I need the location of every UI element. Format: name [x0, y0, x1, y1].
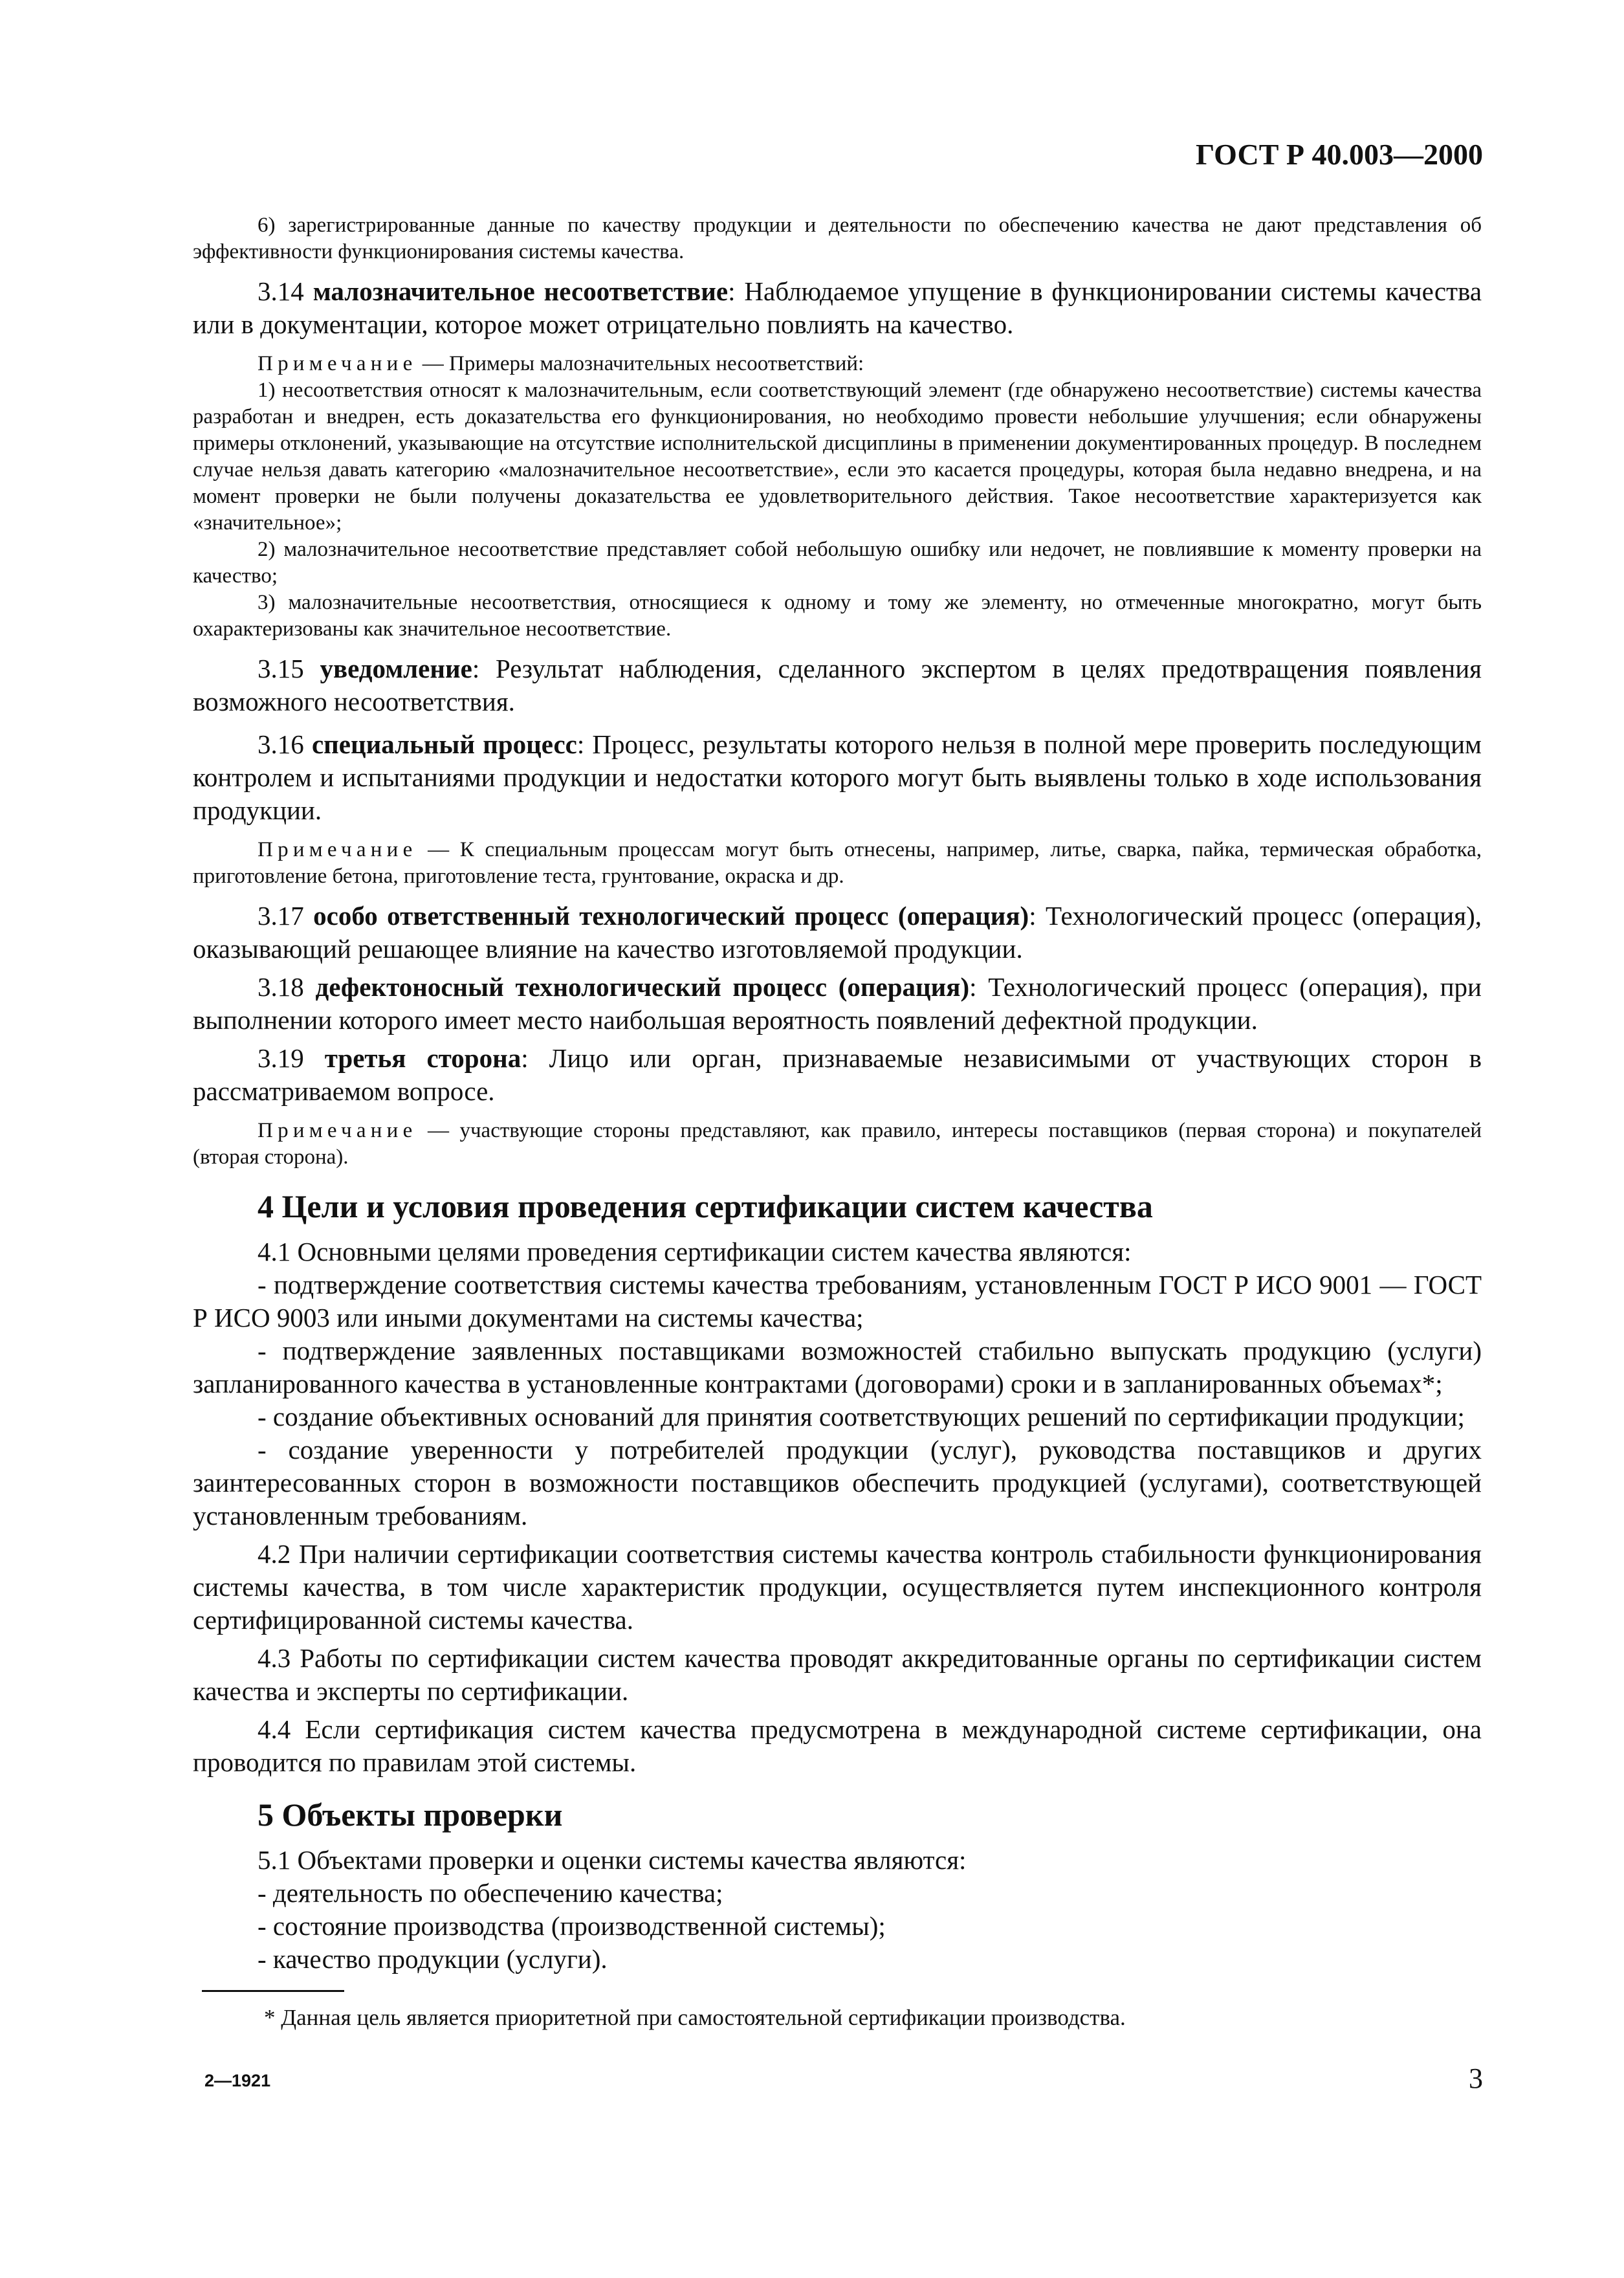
note-label: Примечание	[258, 352, 417, 375]
note-label: Примечание	[258, 1119, 417, 1142]
clause-3-18: 3.18 дефектоносный технологический процесс (операция): Технологический процесс (операция), при выполнении которого имеет место наибольшая вероятность появлений дефектной продукции.	[193, 972, 1482, 1035]
list-item: - подтверждение заявленных поставщиками возможностей стабильно выпускать продукцию (услуги) запланированного качества в установленные контрактами (договорами) сроки и в запланированных объемах*;	[193, 1336, 1482, 1399]
clause-3-15: 3.15 уведомление: Результат наблюдения, сделанного экспертом в целях предотвращения появления возможного несоответствия.	[193, 654, 1482, 716]
clause-3-14: 3.14 малозначительное несоответствие: Наблюдаемое упущение в функционировании системы качества или в документации, которое может отрицательно повлиять на качество.	[193, 276, 1482, 339]
list-item: - создание объективных оснований для принятия соответствующих решений по сертификации продукции;	[258, 1402, 1465, 1432]
list-item: - состояние производства (производственной системы);	[258, 1911, 886, 1941]
list-item: - деятельность по обеспечению качества;	[258, 1878, 723, 1908]
clause-3-19: 3.19 третья сторона: Лицо или орган, признаваемые независимыми от участвующих сторон в рассматриваемом вопросе.	[193, 1043, 1482, 1106]
list-item: - создание уверенности у потребителей продукции (услуг), руководства поставщиков и других заинтересованных сторон в возможности поставщиков обеспечить продукцией (услугами), соответствующей установленным требованиям.	[193, 1435, 1482, 1531]
term: третья сторона	[324, 1043, 521, 1073]
clause-4-2: 4.2 При наличии сертификации соответствия системы качества контроль стабильности функционирования системы качества, в том числе характеристик продукции, осуществляется путем инспекционного контроля сертифицированной системы качества.	[193, 1539, 1482, 1635]
term: уведомление	[320, 654, 472, 683]
clause-4-1: 4.1 Основными целями проведения сертификации систем качества являются:	[258, 1237, 1132, 1266]
clause-3-17: 3.17 особо ответственный технологический процесс (операция): Технологический процесс (операция), оказывающий решающее влияние на качество изготовляемой продукции.	[193, 901, 1482, 964]
note-item: 3) малозначительные несоответствия, относящиеся к одному и тому же элементу, но отмеченные многократно, могут быть охарактеризованы как значительное несоответствие.	[193, 591, 1482, 641]
note-item: 2) малозначительное несоответствие представляет собой небольшую ошибку или недочет, не повлиявшие к моменту проверки на качество;	[193, 538, 1482, 588]
footnote-divider	[202, 1990, 344, 1992]
document-code: ГОСТ Р 40.003—2000	[1196, 138, 1483, 171]
note-item: 1) несоответствия относят к малозначительным, если соответствующий элемент (где обнаружено несоответствие) системы качества разработан и внедрен, есть доказательства его функционирования, но необходимо провести небольшие улучшения; если обнаружены примеры отклонений, указывающие на отсутствие исполнительской дисциплины в применении документированных процедур. В последнем случае нельзя давать категорию «малозначительное несоответствие», если это касается процедуры, которая была недавно внедрена, и на момент проверки не были получены доказательства ее удовлетворительного действия. Такое несоответствие характеризуется как «значительное»;	[193, 379, 1482, 535]
list-item: 6) зарегистрированные данные по качеству продукции и деятельности по обеспечению качества не дают представления об эффективности функционирования системы качества.	[193, 214, 1482, 263]
note: Примечание — участвующие стороны представляют, как правило, интересы поставщиков (первая сторона) и покупателей (вторая сторона).	[193, 1119, 1482, 1169]
note: Примечание — К специальным процессам могут быть отнесены, например, литье, сварка, пайка, термическая обработка, приготовление бетона, приготовление теста, грунтование, окраска и др.	[193, 838, 1482, 888]
section-heading: 5 Объекты проверки	[258, 1797, 563, 1833]
clause-3-16: 3.16 специальный процесс: Процесс, результаты которого нельзя в полной мере проверить последующим контролем и испытаниями продукции и недостатки которого могут быть выявлены только в ходе использования продукции.	[193, 729, 1482, 825]
footnote: * Данная цель является приоритетной при самостоятельной сертификации производства.	[264, 2005, 1126, 2030]
list-item: - качество продукции (услуги).	[258, 1944, 608, 1974]
print-code: 2—1921	[204, 2071, 271, 2090]
clause-4-4: 4.4 Если сертификация систем качества предусмотрена в международной системе сертификации, она проводится по правилам этой системы.	[193, 1714, 1482, 1777]
note: Примечание — Примеры малозначительных несоответствий:	[258, 352, 864, 375]
term: малозначительное несоответствие	[313, 276, 729, 306]
page-content	[193, 212, 1482, 2032]
clause-5-1: 5.1 Объектами проверки и оценки системы качества являются:	[258, 1845, 967, 1875]
page-number: 3	[1469, 2062, 1483, 2094]
list-item: - подтверждение соответствия системы качества требованиям, установленным ГОСТ Р ИСО 9001 — ГОСТ Р ИСО 9003 или иными документами на системы качества;	[193, 1270, 1482, 1333]
term: специальный процесс	[311, 729, 577, 759]
note-label: Примечание	[258, 838, 417, 861]
term: дефектоносный технологический процесс (операция)	[315, 972, 970, 1002]
section-heading: 4 Цели и условия проведения сертификации систем качества	[258, 1188, 1153, 1224]
clause-4-3: 4.3 Работы по сертификации систем качества проводят аккредитованные органы по сертификации систем качества и эксперты по сертификации.	[193, 1643, 1482, 1706]
term: особо ответственный технологический процесс (операция)	[313, 901, 1029, 931]
